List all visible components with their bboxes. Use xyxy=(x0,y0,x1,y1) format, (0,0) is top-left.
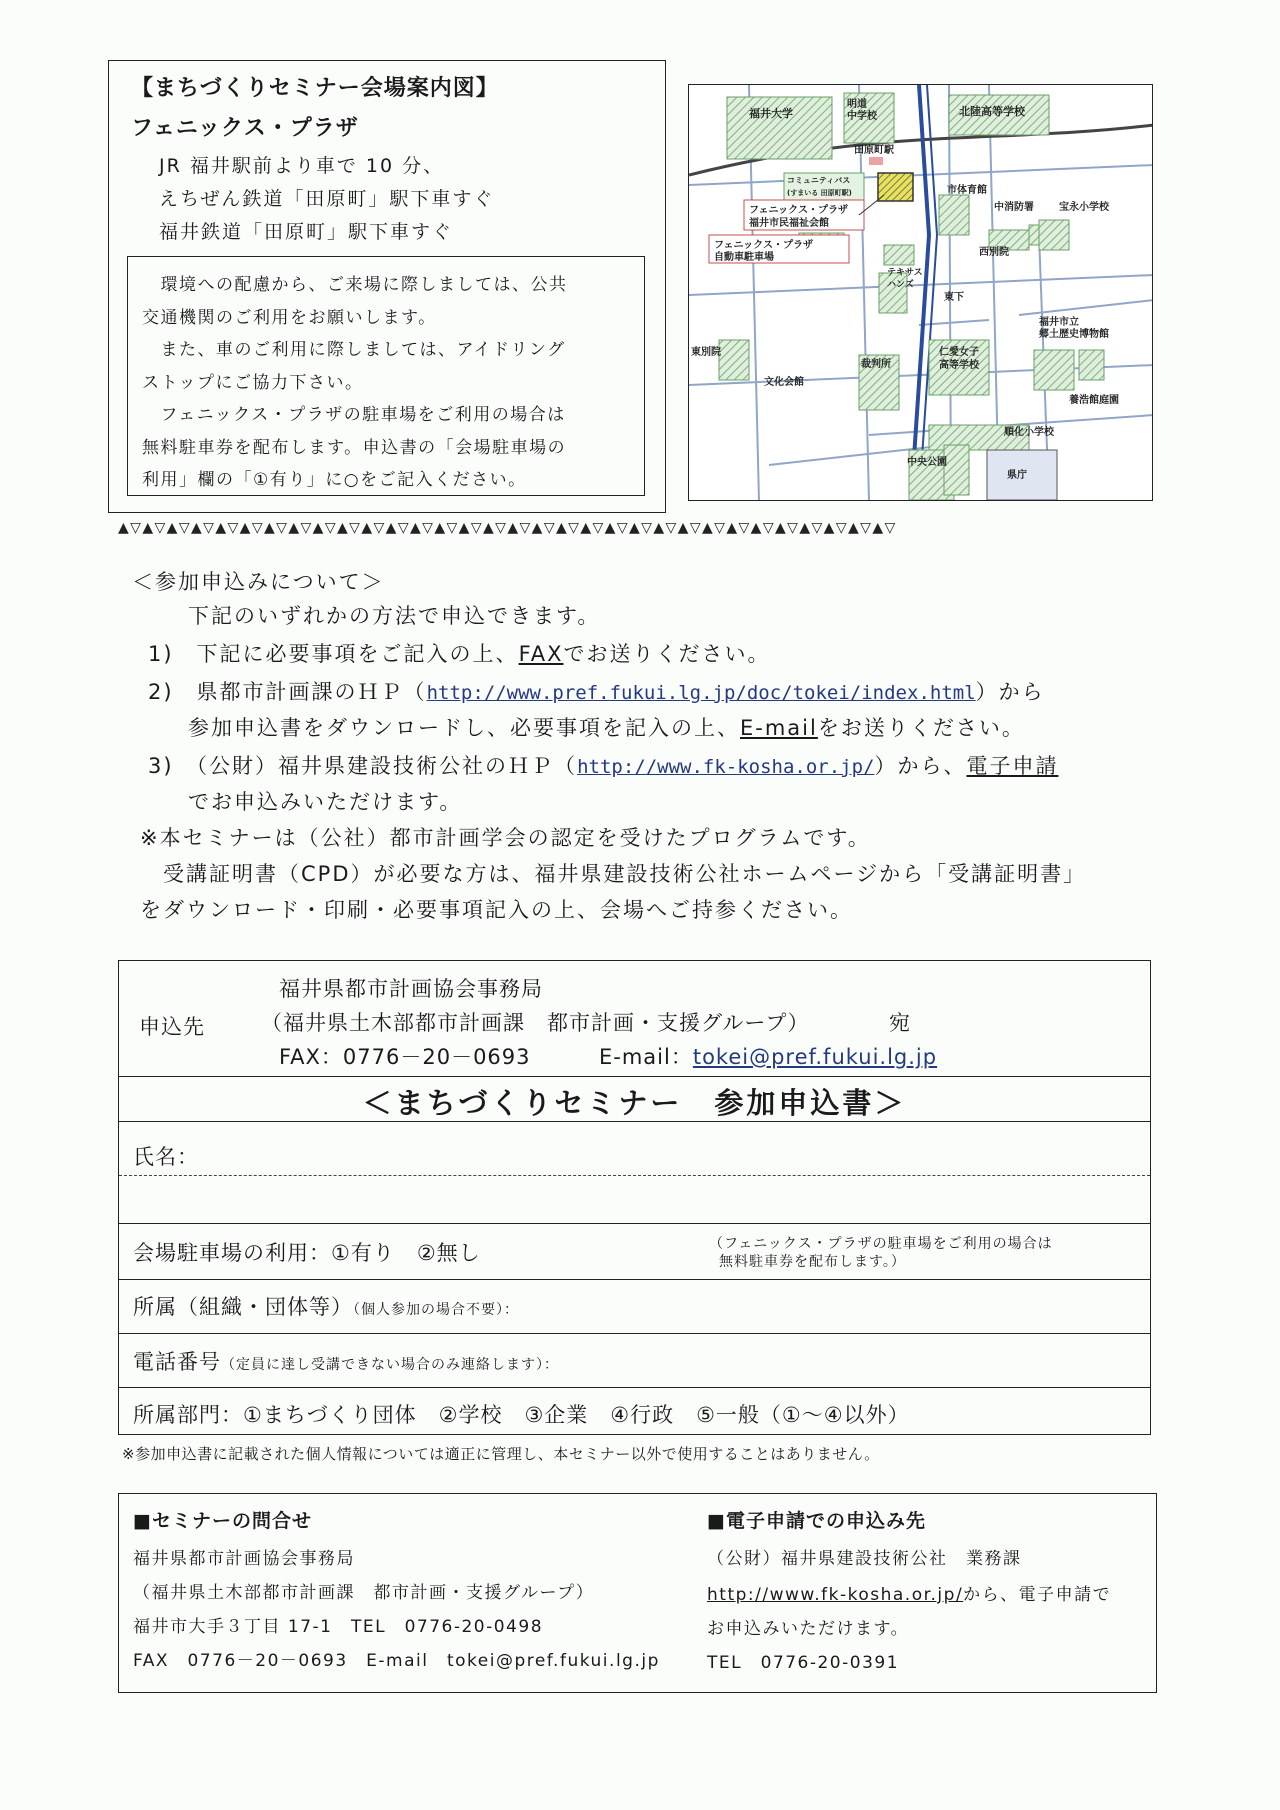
map-label: 仁愛女子 xyxy=(939,347,979,358)
map-label: 福井市立 xyxy=(1039,317,1079,328)
method-email xyxy=(148,676,1045,706)
apply-intro: 下記のいずれかの方法で申込できます。 xyxy=(188,604,601,628)
map-label: 県庁 xyxy=(1007,470,1027,481)
notice-line: 無料駐車券を配布します。申込書の「会場駐車場の xyxy=(142,437,567,458)
parking-note: 無料駐車券を配布します。） xyxy=(719,1254,906,1270)
map-label: 郷土歴史博物館 xyxy=(1039,329,1109,340)
map-label: (すまいる 田原町駅) xyxy=(787,189,852,197)
method-online-2: でお申込みいただけます。 xyxy=(188,790,463,814)
dest-label: 申込先 xyxy=(139,1015,205,1039)
department-option[interactable]: 所属部門：①まちづくり団体 ②学校 ③企業 ④行政 ⑤一般（①～④以外） xyxy=(133,1403,910,1427)
map-label: 明道 xyxy=(847,99,867,110)
phone-field[interactable] xyxy=(133,1346,559,1376)
map-drawing xyxy=(689,85,1153,501)
venue-name: フェニックス・プラザ xyxy=(131,116,359,141)
online-apply-link[interactable]: 電子申請 xyxy=(966,754,1059,778)
online-url-line xyxy=(707,1580,1111,1605)
map-label: 田原町駅 xyxy=(854,145,894,156)
method-text: でお送りください。 xyxy=(563,642,771,666)
name-input-area[interactable] xyxy=(119,1123,1150,1173)
map-label: 宝永小学校 xyxy=(1059,202,1109,213)
map-label: 文化会館 xyxy=(764,377,804,388)
map-label: ハンズ xyxy=(887,280,914,290)
fax-link[interactable]: FAX xyxy=(518,642,564,666)
method-text: 2) 県都市計画課のＨＰ（ xyxy=(148,680,427,704)
cpd-note: をダウンロード・印刷・必要事項記入の上、会場へご持参ください。 xyxy=(140,898,853,922)
dest-fax: FAX：0776－20－0693 xyxy=(279,1045,531,1069)
venue-guide-box xyxy=(108,60,666,513)
contact-box xyxy=(118,1493,1157,1693)
dest-email-link[interactable]: tokei@pref.fukui.lg.jp xyxy=(692,1045,938,1069)
map-label: 福井市民福祉会館 xyxy=(749,218,829,229)
cpd-note: ※本セミナーは（公社）都市計画学会の認定を受けたプログラムです。 xyxy=(140,826,871,850)
notice-line: フェニックス・プラザの駐車場をご利用の場合は xyxy=(142,405,566,425)
map-label: 北陸高等学校 xyxy=(959,105,1025,118)
method-text: 3) （公財）福井県建設技術公社のＨＰ（ xyxy=(148,754,578,778)
map-label: 市体育館 xyxy=(947,185,987,196)
notice-line: また、車のご利用に際しましては、アイドリング xyxy=(142,340,566,360)
access-line: 福井鉄道「田原町」駅下車すぐ xyxy=(159,221,454,243)
map-label: 養浩館庭園 xyxy=(1069,395,1119,406)
pref-url-link[interactable]: http://www.pref.fukui.lg.jp/doc/tokei/index.html xyxy=(426,682,976,704)
phone-note: （定員に達し受講できない場合のみ連絡します）： xyxy=(221,1357,559,1373)
application-form xyxy=(118,960,1151,1435)
notice-line: 環境への配慮から、ご来場に際しましては、公共 xyxy=(142,275,568,295)
privacy-note: ※参加申込書に記載された個人情報については適正に管理し、本セミナー以外で使用することはありません。 xyxy=(122,1445,880,1463)
online-org: （公財）福井県建設技術公社 業務課 xyxy=(707,1549,1022,1569)
notice-line: ストップにご協力下さい。 xyxy=(142,372,364,393)
method-text: ）から、 xyxy=(874,754,967,778)
email-link[interactable]: E-mail xyxy=(740,716,818,740)
online-heading: ■電子申請での申込み先 xyxy=(707,1510,926,1532)
phone-label: 電話番号 xyxy=(133,1350,221,1374)
apply-heading: ＜参加申込みについて＞ xyxy=(132,570,385,594)
method-text: をお送りください。 xyxy=(817,716,1025,740)
map-label: 中央公園 xyxy=(907,457,947,468)
map-label: テキサス xyxy=(887,268,923,278)
method-text: 1) 下記に必要事項をご記入の上、 xyxy=(148,642,519,666)
dest-dept: （福井県土木部都市計画課 都市計画・支援グループ） xyxy=(261,1011,810,1035)
inquiry-heading: ■セミナーの問合せ xyxy=(133,1510,312,1532)
form-title: ＜まちづくりセミナー 参加申込書＞ xyxy=(362,1086,907,1120)
affiliation-field[interactable] xyxy=(133,1291,519,1321)
parking-note: （フェニックス・プラザの駐車場をご利用の場合は xyxy=(709,1236,1053,1252)
cpd-note: 受講証明書（CPD）が必要な方は、福井県建設技術公社ホームページから「受講証明書」 xyxy=(140,862,1087,886)
map-label: 裁判所 xyxy=(861,359,891,370)
dest-org: 福井県都市計画協会事務局 xyxy=(279,977,543,1001)
eco-notice xyxy=(127,256,645,496)
map-label: フェニックス・プラザ xyxy=(714,240,813,251)
access-line: JR 福井駅前より車で 10 分、 xyxy=(159,155,445,177)
map-label: 西別院 xyxy=(979,247,1009,258)
inquiry-dept: （福井県土木部都市計画課 都市計画・支援グループ） xyxy=(133,1583,595,1603)
name-label: 氏名： xyxy=(133,1145,199,1169)
map-label: 高等学校 xyxy=(939,360,979,371)
online-url-post: から、電子申請で xyxy=(963,1585,1112,1605)
kosha-url-link[interactable]: http://www.fk-kosha.or.jp/ xyxy=(577,756,875,778)
method-text: 参加申込書をダウンロードし、必要事項を記入の上、 xyxy=(188,716,740,740)
triangle-divider: ▲▽▲▽▲▽▲▽▲▽▲▽▲▽▲▽▲▽▲▽▲▽▲▽▲▽▲▽▲▽▲▽▲▽▲▽▲▽▲▽▲▽▲▽▲▽▲▽▲▽▲▽▲▽▲▽▲▽▲▽▲▽▲▽ xyxy=(118,520,897,536)
venue-title: 【まちづくりセミナー会場案内図】 xyxy=(131,76,499,101)
map-label: 福井大学 xyxy=(749,107,793,120)
online-tel: TEL 0776-20-0391 xyxy=(707,1653,900,1673)
map-label: 中消防署 xyxy=(994,202,1034,213)
method-fax xyxy=(148,638,770,668)
online-note: お申込みいただけます。 xyxy=(707,1619,910,1639)
name-divider xyxy=(119,1175,1150,1176)
venue-map xyxy=(688,84,1153,501)
method-text: ）から xyxy=(975,680,1045,704)
affiliation-note: （個人参加の場合不要）： xyxy=(353,1302,519,1318)
email-label: E-mail： xyxy=(599,1045,693,1069)
method-online xyxy=(148,750,1058,780)
map-label: 中学校 xyxy=(847,111,877,122)
inquiry-fax-email: FAX 0776－20－0693 E-mail tokei@pref.fukui.lg.jp xyxy=(133,1651,660,1671)
affiliation-label: 所属（組織・団体等） xyxy=(133,1295,353,1319)
parking-option[interactable]: 会場駐車場の利用：①有り ②無し xyxy=(133,1241,481,1265)
map-label: コミュニティバス xyxy=(787,176,851,185)
notice-line: 交通機関のご利用をお願いします。 xyxy=(142,307,437,328)
map-label: 順化小学校 xyxy=(1004,427,1054,438)
name-field[interactable] xyxy=(119,1177,1150,1221)
access-line: えちぜん鉄道「田原町」駅下車すぐ xyxy=(159,188,495,210)
inquiry-address: 福井市大手３丁目 17-1 TEL 0776-20-0498 xyxy=(133,1617,544,1637)
map-label: 東下 xyxy=(944,292,964,303)
map-label: フェニックス・プラザ xyxy=(749,205,848,216)
online-url-link[interactable]: http://www.fk-kosha.or.jp/ xyxy=(707,1585,964,1605)
notice-line: 利用」欄の「①有り」に○をご記入ください。 xyxy=(142,470,527,490)
dest-email xyxy=(599,1041,937,1071)
inquiry-org: 福井県都市計画協会事務局 xyxy=(133,1549,355,1569)
map-label: 自動車駐車場 xyxy=(714,252,774,263)
map-label: 東別院 xyxy=(691,347,721,358)
method-email-2 xyxy=(188,712,1025,742)
dest-suffix: 宛 xyxy=(889,1011,911,1035)
